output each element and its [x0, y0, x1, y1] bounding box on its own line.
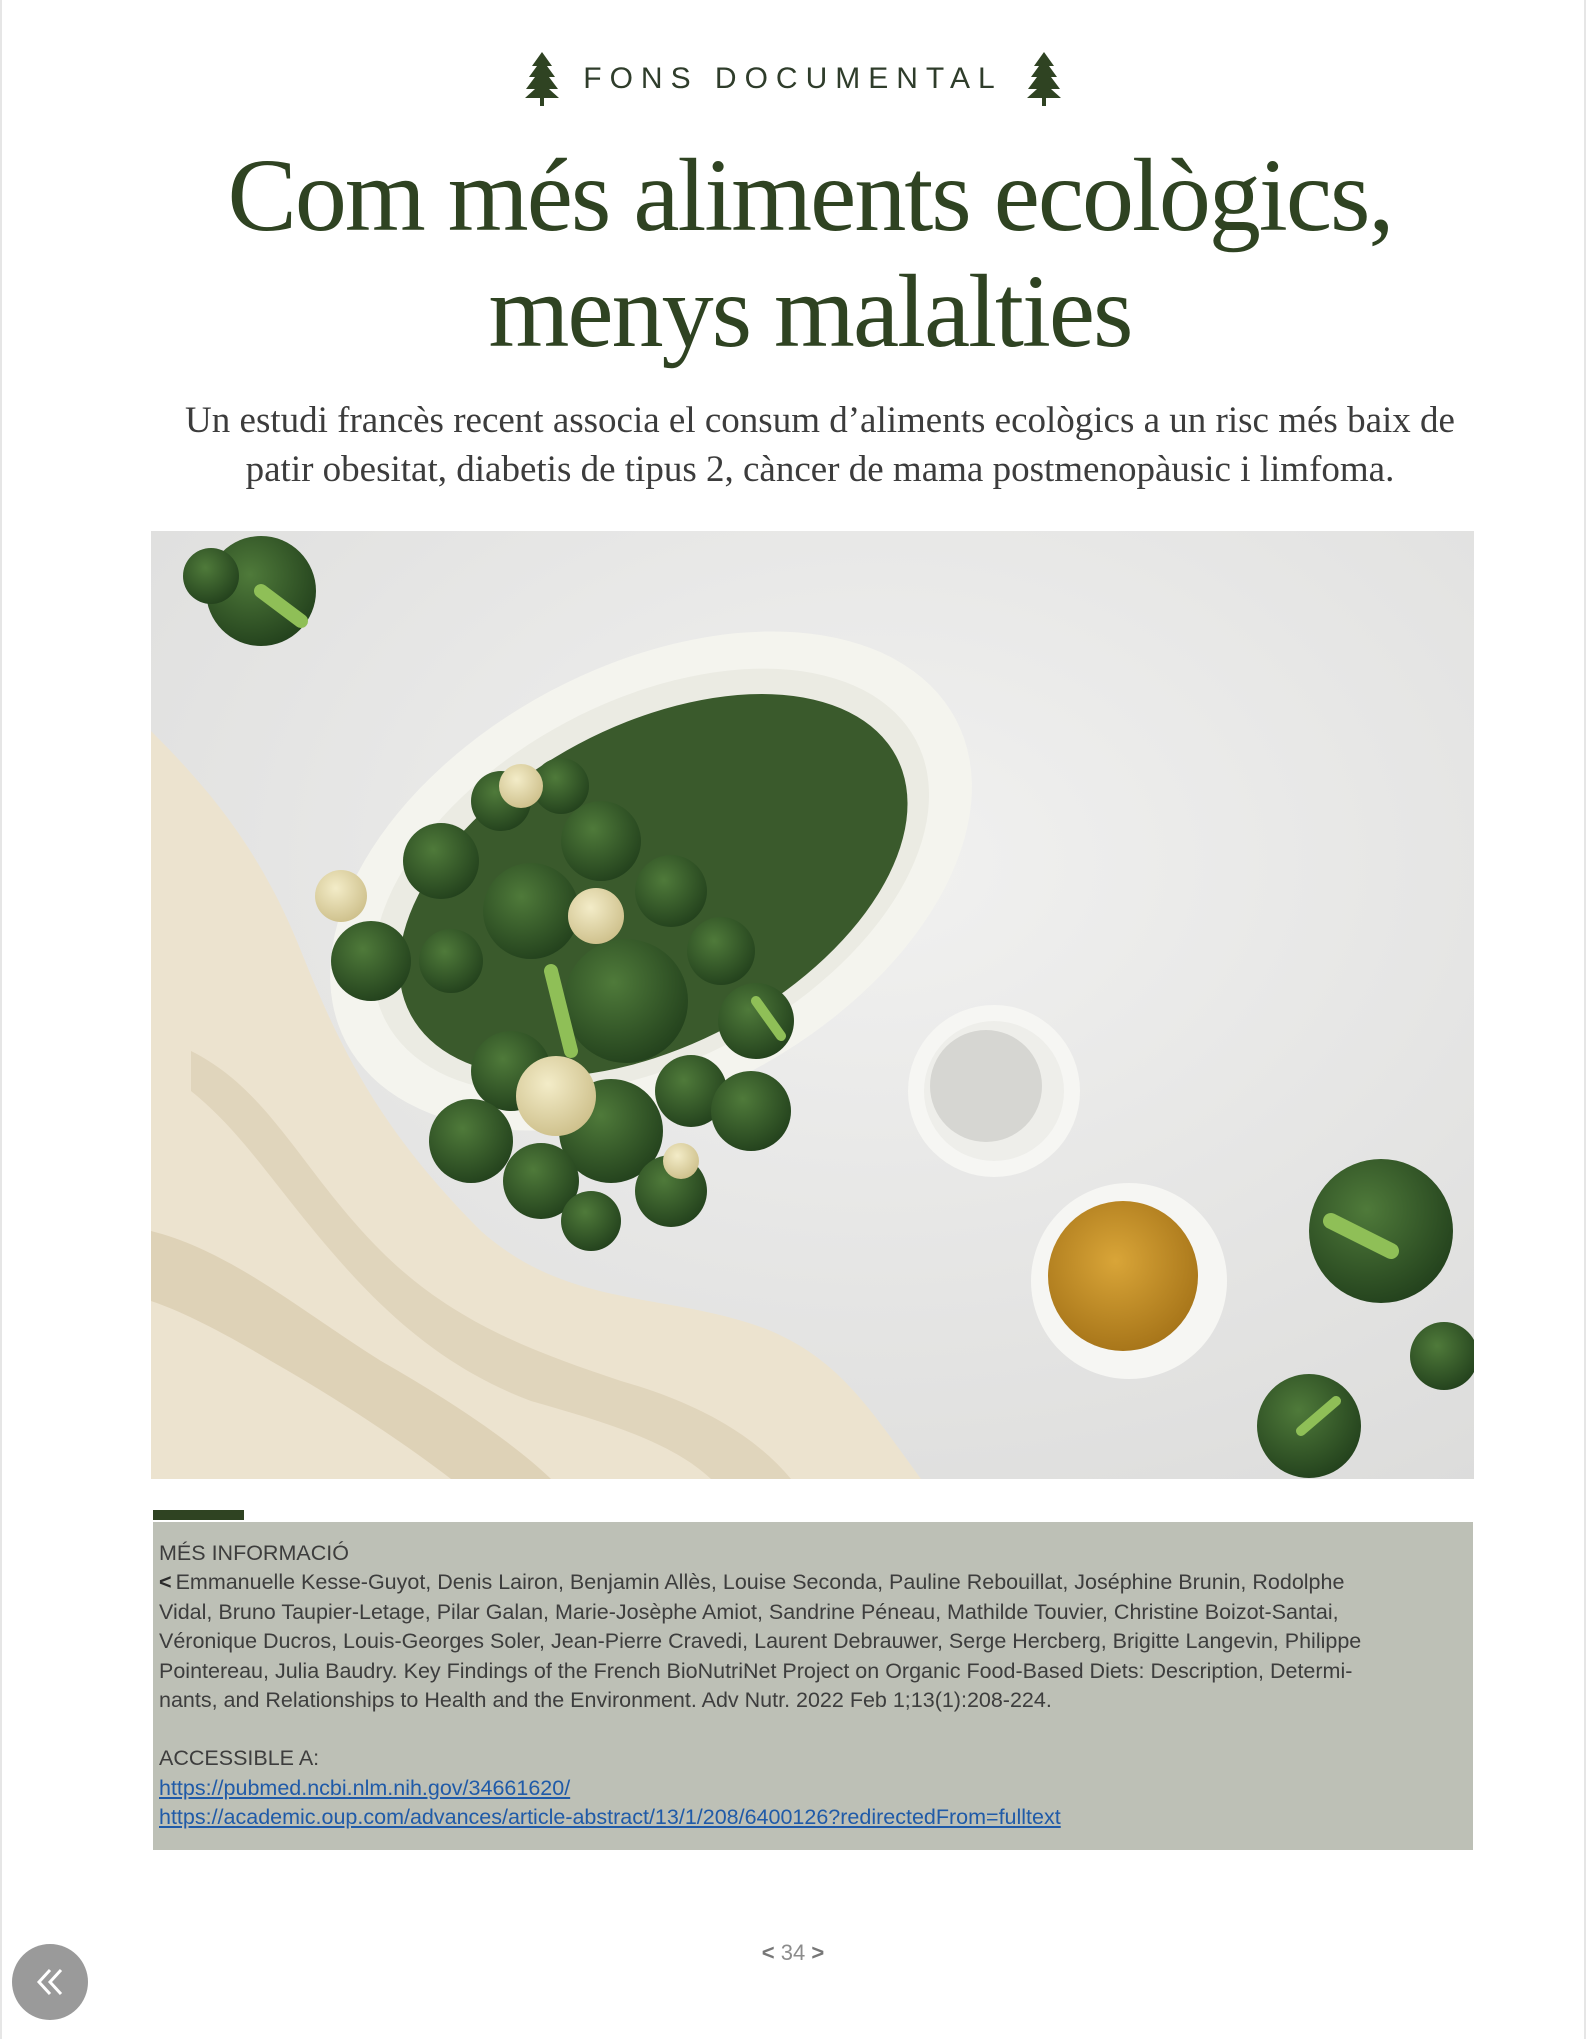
article-subtitle: [120, 396, 1520, 494]
chevron-left-icon: <: [761, 1940, 775, 1965]
section-label: FONS DOCUMENTAL: [583, 62, 1003, 95]
reference-line: Vidal, Bruno Taupier-Letage, Pilar Galan, Marie-Josèphe Amiot, Sandrine Péneau, Mathilde Touvier, Christine Boizot-Santai,: [159, 1599, 1339, 1624]
chevron-left-icon: <: [159, 1570, 172, 1595]
pubmed-link[interactable]: https://pubmed.ncbi.nlm.nih.gov/34661620/: [159, 1775, 571, 1800]
page-edge-left: [0, 0, 2, 2039]
section-kicker: [0, 50, 1586, 108]
reference-line: Véronique Ducros, Louis-Georges Soler, Jean-Pierre Cravedi, Laurent Debrauwer, Serge Hercberg, Brigitte Langevin, Philippe: [159, 1629, 1362, 1654]
subtitle-line: patir obesitat, diabetis de tipus 2, càncer de mama postmenopàusic i limfoma.: [245, 449, 1395, 490]
back-button[interactable]: [12, 1944, 88, 2020]
title-line: Com més aliments ecològics,: [227, 138, 1393, 253]
reference-text: Emmanuelle Kesse-Guyot, Denis Lairon, Benjamin Allès, Louise Seconda, Pauline Rebouillat, Joséphine Brunin, Rodolphe: [175, 1570, 1345, 1595]
chevron-right-icon: >: [811, 1940, 825, 1965]
page-number: [0, 1940, 1586, 1966]
more-info-box: [153, 1522, 1473, 1850]
page-title: [90, 138, 1530, 370]
access-heading: ACCESSIBLE A:: [159, 1746, 320, 1771]
pine-tree-icon: [523, 50, 561, 108]
pine-tree-icon: [1025, 50, 1063, 108]
academic-oup-link[interactable]: https://academic.oup.com/advances/article-abstract/13/1/208/6400126?redirectedFrom=fulltext: [159, 1805, 1061, 1830]
page-number-value: 34: [780, 1940, 806, 1965]
reference-line: [159, 1568, 1467, 1597]
title-line: menys malalties: [488, 254, 1132, 369]
subtitle-line: Un estudi francès recent associa el consum d’aliments ecològics a un risc més baix de: [185, 400, 1455, 441]
reference-line: nants, and Relationships to Health and the Environment. Adv Nutr. 2022 Feb 1;13(1):208-224.: [159, 1688, 1052, 1713]
more-info-heading: MÉS INFORMACIÓ: [159, 1541, 349, 1565]
reference-line: Pointereau, Julia Baudry. Key Findings of the French BioNutriNet Project on Organic Food-Based Diets: Description, Determi-: [159, 1658, 1353, 1683]
double-chevron-left-icon: [30, 1962, 70, 2002]
accent-bar: [153, 1510, 244, 1520]
broccoli-photo: [151, 531, 1474, 1479]
